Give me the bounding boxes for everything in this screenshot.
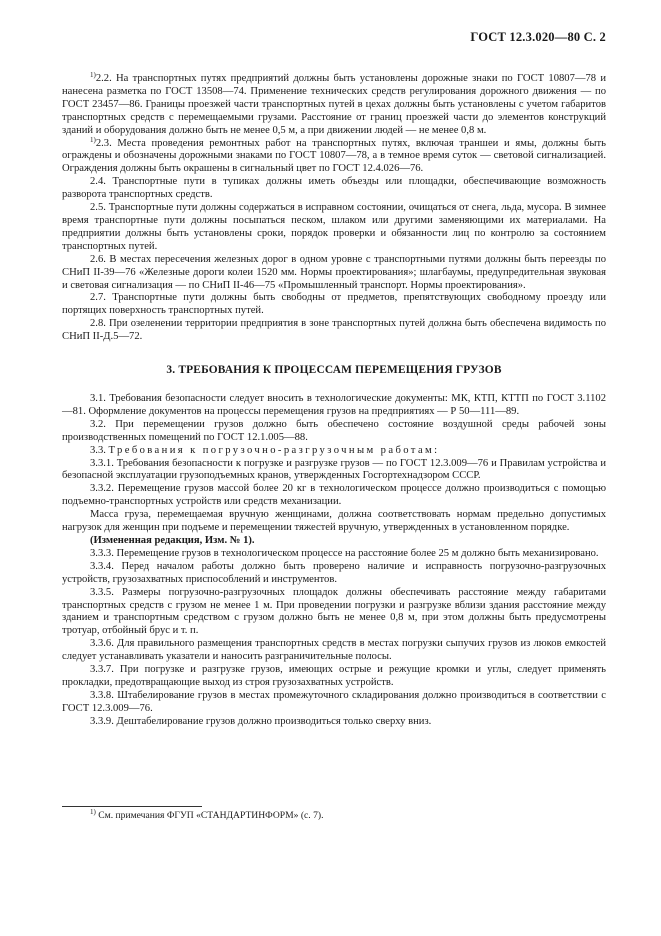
section-3-heading: 3. ТРЕБОВАНИЯ К ПРОЦЕССАМ ПЕРЕМЕЩЕНИЯ ГРУЗОВ [166, 364, 502, 377]
paragraph-3-1: 3.1. Требования безопасности следует вносить в технологические документы: МК, КТП, КТТП по ГОСТ 3.1102—81. Оформление документов на процессы перемещения грузов на предприятиях — Р 50—111—89. [62, 393, 606, 417]
paragraph-3-3-1: 3.3.1. Требования безопасности к погрузке и разгрузке грузов — по ГОСТ 12.3.009—76 и Правилам устройства и безопасной эксплуатации грузоподъемных кранов, утвержденных Госгортехнадзором СССР. [62, 457, 606, 482]
paragraph-3-3-2: 3.3.2. Перемещение грузов массой более 20 кг в технологическом процессе должно производиться с помощью подъемно-транспортных устройств или средств механизации. [62, 483, 606, 508]
paragraph-2-4: 2.4. Транспортные пути в тупиках должны иметь объезды или площадки, обеспечивающие возможность разворота транспортных средств. [62, 176, 606, 201]
paragraph-3-3-5: 3.3.5. Размеры погрузочно-разгрузочных площадок должны обеспечивать расстояние между габаритами транспортных средств с грузом не менее 1 м. При проведении погрузки и разгрузке вблизи здания расстояние между зданием и транспортным средством с грузом должно быть не менее 0,8 м, при этом должны быть предусмотрены тротуар, отбойный брус и т. п. [62, 586, 606, 637]
footnote-divider [62, 806, 202, 807]
page-header: ГОСТ 12.3.020—80 С. 2 [470, 30, 606, 44]
paragraph-2-2: $^{1)}$2.2. На транспортных путях предприятий должны быть установлены дорожные знаки по ГОСТ 10807—78 и нанесена разметка по ГОСТ 13508—74. Применение технических средств регулирования дорожного движения — по ГОСТ 23457—86. Границы проезжей части транспортных путей в цехах должны быть установлены с учетом габаритов транспортных средств с перемещаемыми грузами. Расстояние от границ проезжей части до элементов конструкций зданий и оборудования должно быть не менее 0,5 м, а при движении людей — не менее 0,8 м. [62, 71, 606, 136]
paragraph-2-7: 2.7. Транспортные пути должны быть свободны от предметов, препятствующих свободному проезду или портящих поверхность транспортных путей. [62, 292, 606, 317]
spaced-title: Требования к погрузочно-разгрузочным работам: [108, 444, 440, 456]
paragraph-3-3-4: 3.3.4. Перед началом работы должно быть проверено наличие и исправность погрузочно-разгрузочных устройств, грузозахватных приспособлений и инструментов. [62, 560, 606, 585]
paragraph-3-3-9: 3.3.9. Дештабелирование грузов должно производиться только сверху вниз. [90, 715, 432, 727]
footnote: $^{1)}$ См. примечания ФГУП «СТАНДАРТИНФОРМ» (с. 7). [90, 808, 324, 821]
paragraph-3-2: 3.2. При перемещении грузов должно быть обеспечено состояние воздушной среды рабочей зоны производственных помещений по ГОСТ 12.1.005—88. [62, 418, 606, 443]
paragraph-2-8: 2.8. При озеленении территории предприятия в зоне транспортных путей должна быть обеспечена видимость по СНиП II-Д.5—72. [62, 318, 606, 343]
paragraph-3-3-6: 3.3.6. Для правильного размещения транспортных средств в местах погрузки сыпучих грузов из люков емкостей следует устанавливать указатели и наносить разграничительные полосы. [62, 638, 606, 663]
paragraph-3-3-7: 3.3.7. При погрузке и разгрузке грузов, имеющих острые и режущие кромки и углы, следует применять прокладки, предотвращающие выход из строя грузозахватных устройств. [62, 664, 606, 688]
document-page [62, 30, 606, 729]
footnote-marker: 1) [90, 135, 96, 144]
paragraph-2-3: $^{1)}$2.3. Места проведения ремонтных работ на транспортных путях, включая траншеи и ямы, должны быть ограждены и обозначены дорожными знаками по ГОСТ 10807—78, а в темное время суток — световой сигнализацией. Ограждения должны быть окрашены в сигнальный цвет по ГОСТ 12.4.026—76. [62, 135, 606, 175]
paragraph-3-3-2-women: Масса груза, перемещаемая вручную женщинами, должна соответствовать нормам предельно допустимых нагрузок для женщин при подъеме и перемещении тяжестей вручную, утвержденных в установленном порядке. [62, 509, 606, 534]
paragraph-2-5: 2.5. Транспортные пути должны содержаться в исправном состоянии, очищаться от снега, льда, мусора. В зимнее время транспортные пути должны посыпаться песком, шлаком или другими заменяющими их материалами. На предприятии должны быть установлены сроки, порядок проверки и обязанности лиц по контролю за состоянием транспортных путей. [62, 202, 606, 252]
paragraph-3-3-8: 3.3.8. Штабелирование грузов в местах промежуточного складирования должно производиться в соответствии с ГОСТ 12.3.009—76. [62, 689, 606, 714]
footnote-marker: 1) [90, 808, 96, 816]
paragraph-3-3: 3.3. Требования к погрузочно-разгрузочным работам: [90, 444, 440, 456]
footnote-marker: 1) [90, 71, 96, 79]
amendment-note: (Измененная редакция, Изм. № 1). [90, 535, 255, 546]
paragraph-3-3-3: 3.3.3. Перемещение грузов в технологическом процессе на расстояние более 25 м должно быть механизировано. [90, 547, 599, 559]
paragraph-2-6: 2.6. В местах пересечения железных дорог в одном уровне с транспортными путями должны быть переезды по СНиП II-39—76 «Железные дороги колеи 1520 мм. Нормы проектирования»; шлагбаумы, предупредительная звуковая и световая сигнализация — по СНиП II-46—75 «Промышленный транспорт. Нормы проектирования». [62, 253, 606, 291]
